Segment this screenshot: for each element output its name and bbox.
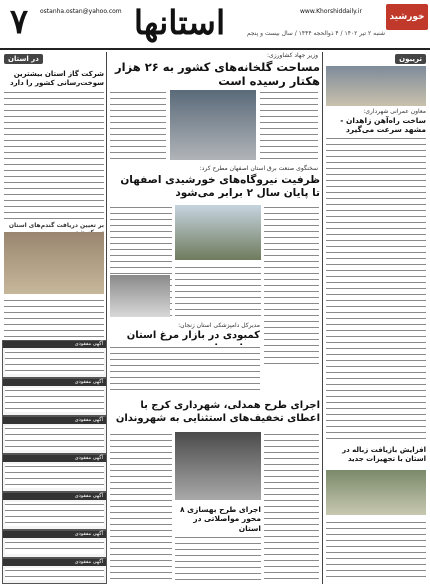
karaj-headline[interactable]: اجرای طرح همدلی، شهرداری کرج با اعطای تخفیف‌های استثنایی به شهروندان	[115, 400, 320, 424]
karaj-photo	[175, 432, 261, 500]
solar-headline[interactable]: ظرفیت نیروگاه‌های خورشیدی اصفهان تا پایان سال ۲ برابر می‌شود	[120, 174, 320, 200]
email-address[interactable]: ostanha.ostan@yahoo.com	[40, 8, 122, 15]
bottom-right-headline[interactable]: افزایش بازیافت زباله در استان با تجهیزات جدید	[342, 446, 426, 463]
classified-ad	[2, 492, 107, 530]
lead-kicker: وزیر جهاد کشاورزی:	[266, 52, 318, 59]
masthead	[0, 0, 430, 50]
website-url[interactable]: www.Khorshiddaily.ir	[300, 8, 362, 15]
left-story-headline[interactable]: شرکت گاز استان بیشترین سوخت‌رسانی کشور را دارد	[10, 70, 104, 87]
left-photo	[4, 232, 104, 294]
ad-body	[5, 568, 104, 580]
ad-title: آگهی مفقودی	[3, 531, 106, 538]
lead-body-left	[110, 90, 166, 160]
ad-title: آگهی مفقودی	[3, 379, 106, 386]
page-number: ۷	[9, 2, 29, 42]
right-box-headline[interactable]: ساخت راه‌آهن زاهدان - مشهد سرعت می‌گیرد	[340, 116, 426, 135]
classified-ad	[2, 378, 107, 416]
bottom-right-photo	[326, 470, 426, 515]
ad-body	[5, 540, 104, 554]
classified-ad	[2, 340, 107, 378]
chicken-body	[110, 345, 260, 395]
solar-kicker: سخنگوی صنعت برق استان اصفهان مطرح کرد:	[199, 165, 318, 172]
newspaper-brand-logo: خورشید	[386, 4, 428, 30]
left-story-body	[4, 90, 104, 220]
section-logo: استانها	[133, 3, 226, 42]
ad-body	[5, 426, 104, 450]
lead-photo	[170, 90, 256, 160]
classified-ad	[2, 530, 107, 558]
solar-body-center	[175, 265, 261, 320]
left-photo-body	[4, 298, 104, 338]
karaj-body-left	[110, 432, 172, 580]
right-box-photo	[326, 66, 426, 106]
classified-ad	[2, 454, 107, 492]
right-column-body	[326, 136, 426, 441]
ad-title: آگهی مفقودی	[3, 455, 106, 462]
left-photo-caption: بر تعیین دریافت گندم‌های استان	[8, 222, 104, 229]
right-box-kicker: معاون عمرانی شهرداری:	[363, 108, 426, 115]
chicken-kicker: مدیرکل دامپزشکی استان زنجان:	[178, 322, 260, 329]
ad-title: آگهی مفقودی	[3, 417, 106, 424]
ad-title: آگهی مفقودی	[3, 559, 106, 566]
lead-headline[interactable]: مساحت گلخانه‌های کشور به ۲۶ هزار هکتار رسیده است	[115, 60, 320, 89]
bottom-right-body	[326, 520, 426, 580]
bottom-center-body	[175, 535, 261, 580]
ad-body	[5, 464, 104, 488]
tab-in-province: در استان	[4, 54, 43, 64]
ad-body	[5, 388, 104, 412]
ad-title: آگهی مفقودی	[3, 493, 106, 500]
ad-title: آگهی مفقودی	[3, 341, 106, 348]
ad-body	[5, 502, 104, 526]
karaj-body-right	[264, 432, 319, 580]
chicken-photo	[110, 275, 170, 317]
ad-body	[5, 350, 104, 374]
bottom-center-headline[interactable]: اجرای طرح بهسازی ۸ محور مواصلاتی در استان	[179, 505, 261, 533]
date-line: شنبه ۲ تیر ۱۴۰۲ / ۴ ذوالحجه ۱۴۴۴ / سال بیست و پنجم	[246, 30, 385, 37]
chicken-headline[interactable]: کمبودی در بازار مرغ استان	[126, 330, 260, 341]
solar-photo	[175, 205, 261, 260]
column-rule-right	[322, 52, 323, 584]
tab-tribune: تریبون	[395, 54, 426, 64]
solar-body-right	[264, 205, 319, 365]
lead-body-right	[260, 90, 318, 160]
classified-ad	[2, 416, 107, 454]
classified-ad	[2, 558, 107, 584]
